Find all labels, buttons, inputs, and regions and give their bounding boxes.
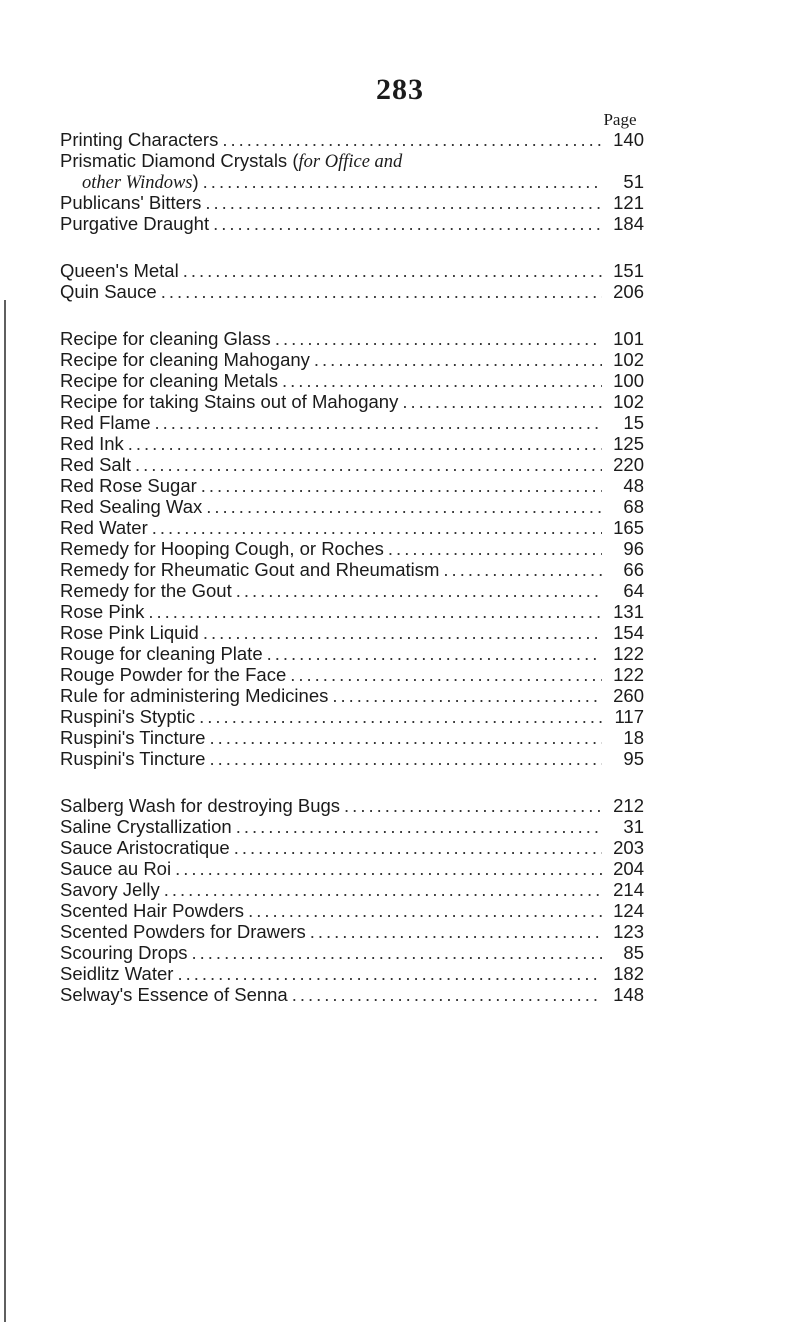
entry-page-number: 131	[613, 601, 644, 622]
entry-title-text: Publicans' Bitters	[60, 192, 202, 213]
index-entry	[60, 433, 644, 454]
entry-title-text: Printing Characters	[60, 129, 219, 150]
index-entry	[60, 370, 644, 391]
dot-leader	[222, 129, 602, 150]
entry-page-number: 121	[613, 192, 644, 213]
index-entry	[60, 942, 644, 963]
entry-title	[60, 192, 201, 213]
index-section	[60, 795, 644, 1005]
entry-page-number: 165	[613, 517, 644, 538]
index-entry	[60, 858, 644, 879]
entry-page-number: 101	[613, 328, 644, 349]
entry-title-text: Salberg Wash for destroying Bugs	[60, 795, 341, 816]
entry-title-text: Rouge Powder for the Face	[60, 664, 287, 685]
entry-title	[60, 816, 232, 837]
entry-title	[60, 643, 263, 664]
index-entry	[60, 643, 644, 664]
entry-page-number: 214	[613, 879, 644, 900]
entry-title	[60, 921, 306, 942]
entry-title-text: Prismatic Diamond Crystals (	[60, 150, 299, 171]
index-entry	[60, 559, 644, 580]
entry-title-text: Recipe for cleaning Metals	[60, 370, 278, 391]
index-entry	[60, 412, 644, 433]
dot-leader	[292, 984, 602, 1005]
index-entry	[60, 837, 644, 858]
entry-title	[60, 433, 124, 454]
entry-title	[60, 260, 179, 281]
dot-leader	[388, 538, 602, 559]
dot-leader	[234, 837, 602, 858]
entry-title-text: Rouge for cleaning Plate	[60, 643, 263, 664]
entry-page-number: 151	[613, 260, 644, 281]
entry-title-text: Rule for administering Medicines	[60, 685, 329, 706]
entry-title	[82, 171, 199, 194]
index-entry	[60, 580, 644, 601]
entry-title-text: Quin Sauce	[60, 281, 157, 302]
entry-title	[60, 370, 278, 391]
index-entry	[60, 921, 644, 942]
index-entry	[60, 748, 644, 769]
dot-leader	[213, 213, 602, 234]
index-entry	[60, 685, 644, 706]
entry-title-text: Red Sealing Wax	[60, 496, 203, 517]
dot-leader	[128, 433, 602, 454]
index-entry	[60, 963, 644, 984]
entry-title-text: Sauce au Roi	[60, 858, 172, 879]
dot-leader	[203, 622, 602, 643]
entry-title	[60, 685, 328, 706]
index-entry	[60, 496, 644, 517]
index-section	[60, 260, 644, 302]
entry-title	[60, 942, 188, 963]
entry-page-number: 204	[613, 858, 644, 879]
dot-leader	[314, 349, 602, 370]
entry-title	[60, 727, 205, 748]
entry-title-text: Red Salt	[60, 454, 131, 475]
index-list	[60, 129, 644, 1031]
index-entry	[60, 622, 644, 643]
dot-leader	[344, 795, 602, 816]
entry-page-number: 203	[613, 837, 644, 858]
entry-title-text: Recipe for cleaning Mahogany	[60, 349, 310, 370]
dot-leader	[203, 171, 602, 192]
dot-leader	[236, 580, 602, 601]
entry-page-number: 85	[623, 942, 644, 963]
dot-leader	[154, 412, 602, 433]
index-entry	[60, 213, 644, 234]
entry-title	[60, 412, 150, 433]
entry-title	[60, 475, 197, 496]
dot-leader	[236, 816, 602, 837]
entry-title-text: Red Ink	[60, 433, 124, 454]
entry-title-text: Selway's Essence of Senna	[60, 984, 288, 1005]
entry-title-text: Ruspini's Tincture	[60, 748, 206, 769]
index-entry	[60, 538, 644, 559]
entry-title	[60, 129, 218, 150]
index-entry	[60, 260, 644, 281]
entry-title	[60, 580, 232, 601]
entry-page-number: 102	[613, 349, 644, 370]
entry-title	[60, 538, 384, 559]
dot-leader	[201, 475, 602, 496]
entry-page-number: 64	[623, 580, 644, 601]
entry-page-number: 182	[613, 963, 644, 984]
entry-title	[60, 984, 288, 1005]
entry-page-number: 102	[613, 391, 644, 412]
entry-title	[60, 559, 439, 580]
entry-title	[60, 837, 230, 858]
entry-title-text: Saline Crystallization	[60, 816, 232, 837]
index-entry	[60, 129, 644, 150]
dot-leader	[310, 921, 602, 942]
entry-title	[60, 748, 205, 769]
entry-title-text: Scented Powders for Drawers	[60, 921, 306, 942]
entry-page-number: 220	[613, 454, 644, 475]
index-section	[60, 129, 644, 234]
entry-page-number: 95	[623, 748, 644, 769]
entry-page-number: 18	[623, 727, 644, 748]
entry-page-number: 66	[623, 559, 644, 580]
entry-page-number: 212	[613, 795, 644, 816]
entry-title-text: Recipe for cleaning Glass	[60, 328, 271, 349]
entry-title-italic: for Office and	[298, 152, 403, 172]
entry-title-text: Ruspini's Styptic	[60, 706, 196, 727]
entry-title	[60, 706, 195, 727]
dot-leader	[177, 963, 602, 984]
index-entry	[60, 391, 644, 412]
entry-page-number: 140	[613, 129, 644, 150]
entry-title	[60, 858, 171, 879]
entry-title	[60, 517, 148, 538]
index-entry	[60, 900, 644, 921]
entry-title-text: Scented Hair Powders	[60, 900, 245, 921]
dot-leader	[332, 685, 602, 706]
entry-title-text: Savory Jelly	[60, 879, 160, 900]
entry-title	[60, 496, 202, 517]
index-entry	[60, 984, 644, 1005]
dot-leader	[192, 942, 602, 963]
entry-title-text: Purgative Draught	[60, 213, 210, 234]
index-entry	[60, 795, 644, 816]
dot-leader	[148, 601, 602, 622]
dot-leader	[209, 748, 602, 769]
entry-title	[60, 795, 340, 816]
entry-page-number: 122	[613, 643, 644, 664]
entry-title	[60, 281, 157, 302]
index-entry	[60, 664, 644, 685]
entry-title	[60, 391, 398, 412]
entry-title-text: Remedy for Hooping Cough, or Roches	[60, 538, 384, 559]
dot-leader	[164, 879, 602, 900]
entry-page-number: 100	[613, 370, 644, 391]
entry-title-italic: other Windows	[82, 173, 193, 193]
index-entry	[60, 192, 644, 213]
entry-title	[60, 328, 271, 349]
entry-page-number: 117	[614, 706, 644, 727]
entry-page-number: 68	[623, 496, 644, 517]
entry-title	[60, 349, 310, 370]
page-column-heading: Page	[603, 110, 637, 129]
entry-title	[60, 150, 402, 173]
dot-leader	[275, 328, 602, 349]
entry-page-number: 15	[623, 412, 644, 433]
entry-page-number: 184	[613, 213, 644, 234]
entry-title	[60, 213, 209, 234]
entry-title-text: Red Rose Sugar	[60, 475, 197, 496]
entry-title-text: Seidlitz Water	[60, 963, 174, 984]
entry-title-text: Remedy for Rheumatic Gout and Rheumatism	[60, 559, 440, 580]
index-entry	[60, 171, 644, 192]
index-section	[60, 328, 644, 769]
entry-title-text: Remedy for the Gout	[60, 580, 232, 601]
index-entry	[60, 475, 644, 496]
entry-title-text: Recipe for taking Stains out of Mahogany	[60, 391, 399, 412]
dot-leader	[402, 391, 602, 412]
index-entry	[60, 517, 644, 538]
dot-leader	[209, 727, 602, 748]
index-entry	[60, 706, 644, 727]
entry-page-number: 51	[623, 171, 644, 192]
index-entry	[60, 816, 644, 837]
entry-title	[60, 601, 144, 622]
page-edge-shadow	[4, 300, 6, 1322]
entry-title-text: Scouring Drops	[60, 942, 188, 963]
index-entry	[60, 281, 644, 302]
entry-page-number: 124	[613, 900, 644, 921]
entry-title-text: Rose Pink Liquid	[60, 622, 199, 643]
entry-title-text: Red Flame	[60, 412, 151, 433]
entry-title-text: Queen's Metal	[60, 260, 179, 281]
entry-title-text: Rose Pink	[60, 601, 145, 622]
entry-title	[60, 963, 173, 984]
dot-leader	[183, 260, 602, 281]
entry-title	[60, 454, 131, 475]
entry-page-number: 31	[623, 816, 644, 837]
entry-title-text: Sauce Aristocratique	[60, 837, 230, 858]
index-entry	[60, 454, 644, 475]
dot-leader	[135, 454, 602, 475]
index-entry	[60, 601, 644, 622]
dot-leader	[267, 643, 602, 664]
entry-title-suffix: )	[192, 171, 199, 192]
page-number: 283	[376, 73, 424, 106]
entry-title	[60, 664, 286, 685]
entry-page-number: 260	[613, 685, 644, 706]
entry-title-text: Ruspini's Tincture	[60, 727, 206, 748]
entry-page-number: 206	[613, 281, 644, 302]
index-entry	[60, 879, 644, 900]
dot-leader	[206, 496, 602, 517]
entry-title	[60, 900, 244, 921]
index-entry	[60, 349, 644, 370]
dot-leader	[161, 281, 602, 302]
dot-leader	[205, 192, 602, 213]
entry-page-number: 122	[613, 664, 644, 685]
dot-leader	[282, 370, 602, 391]
dot-leader	[290, 664, 602, 685]
entry-title	[60, 879, 160, 900]
entry-page-number: 96	[623, 538, 644, 559]
index-entry	[60, 150, 644, 171]
entry-page-number: 123	[613, 921, 644, 942]
entry-page-number: 148	[613, 984, 644, 1005]
entry-page-number: 125	[613, 433, 644, 454]
entry-title-text: Red Water	[60, 517, 148, 538]
entry-page-number: 154	[613, 622, 644, 643]
dot-leader	[175, 858, 602, 879]
dot-leader	[248, 900, 602, 921]
index-entry	[60, 328, 644, 349]
dot-leader	[152, 517, 602, 538]
entry-page-number: 48	[623, 475, 644, 496]
dot-leader	[443, 559, 602, 580]
index-entry	[60, 727, 644, 748]
dot-leader	[199, 706, 602, 727]
entry-title	[60, 622, 199, 643]
